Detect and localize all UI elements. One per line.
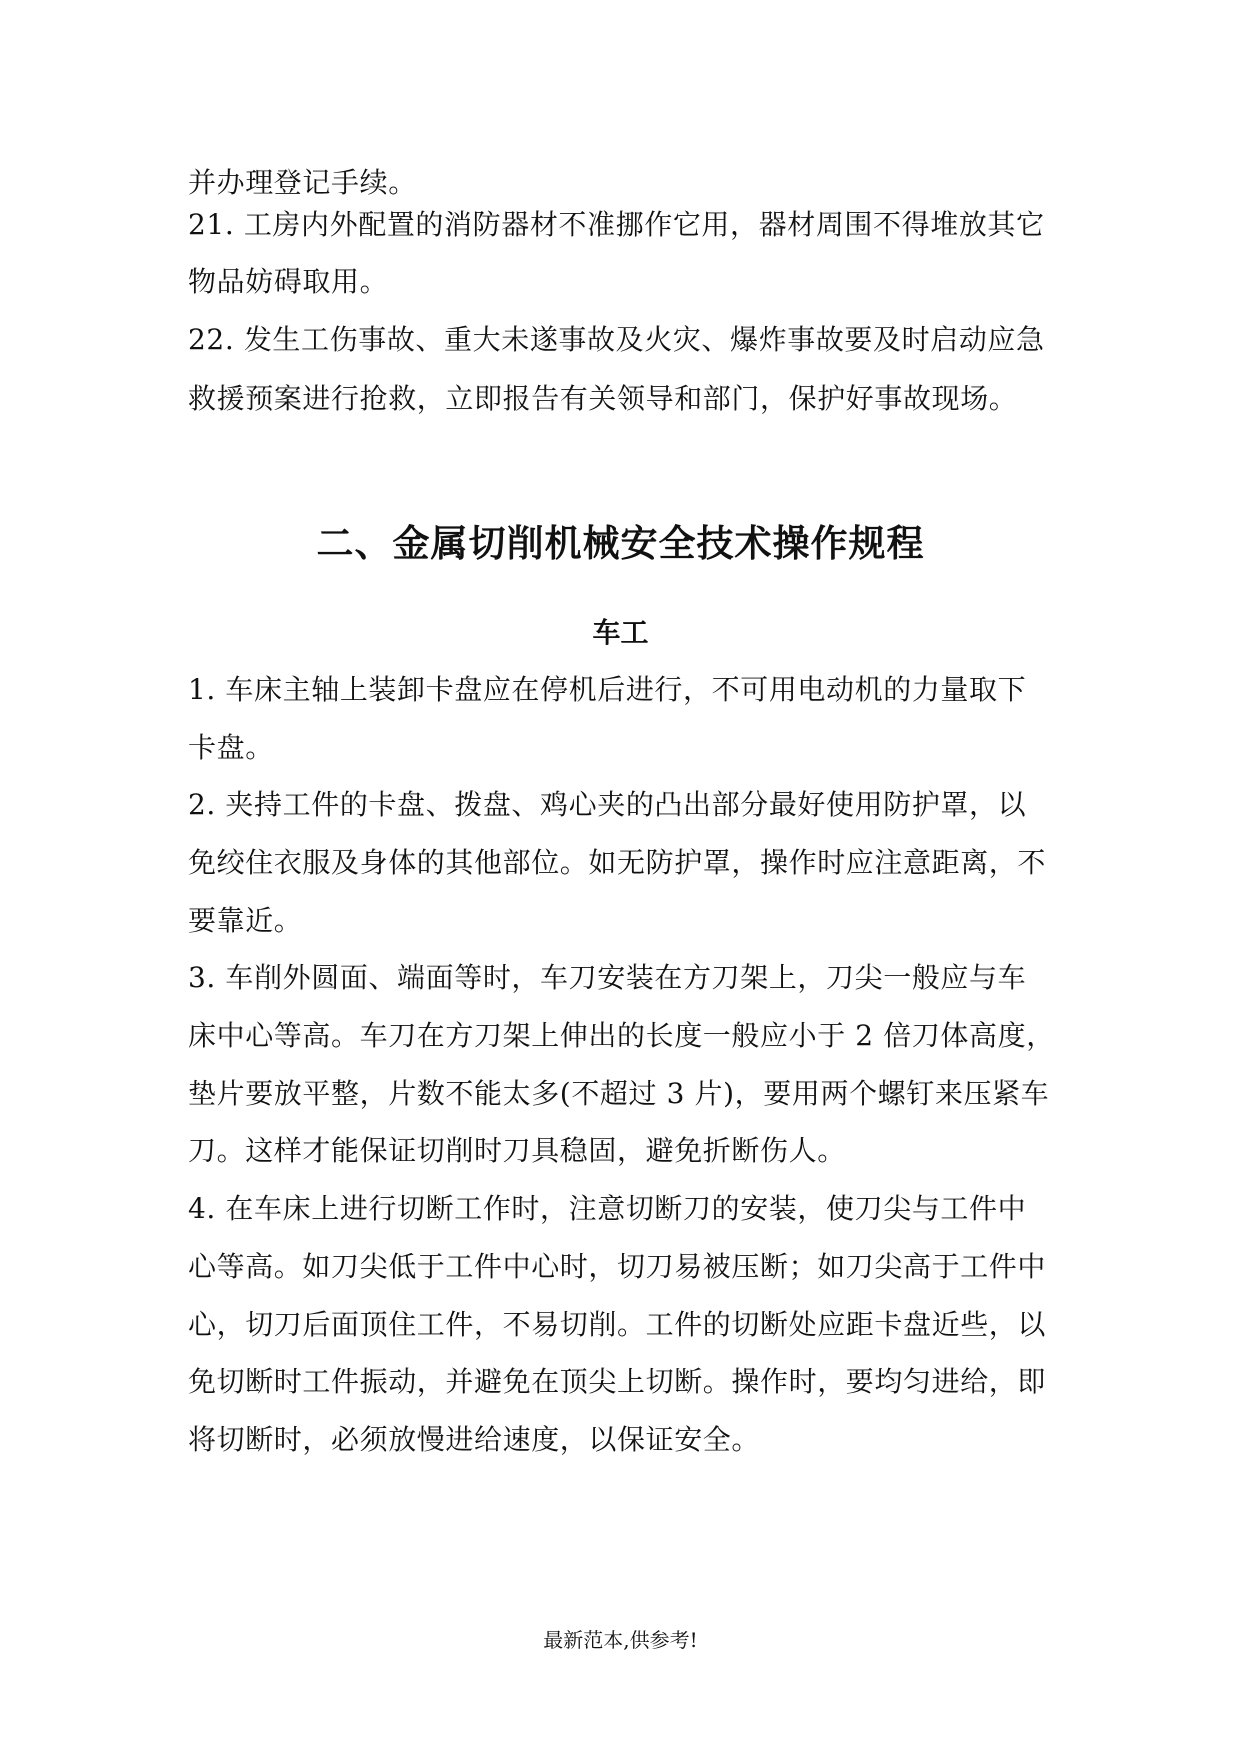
text-line: 心，切刀后面顶住工件，不易切削。工件的切断处应距卡盘近些，以 bbox=[188, 1308, 1047, 1341]
page-footer: 最新范本,供参考! bbox=[543, 1628, 698, 1652]
text-line: 1. 车床主轴上装卸卡盘应在停机后进行，不可用电动机的力量取下 bbox=[188, 673, 1027, 706]
text-line: 免切断时工件振动，并避免在顶尖上切断。操作时，要均匀进给，即 bbox=[188, 1365, 1047, 1398]
text-line: 刀。这样才能保证切削时刀具稳固，避免折断伤人。 bbox=[188, 1134, 846, 1167]
text-line: 物品妨碍取用。 bbox=[188, 265, 389, 298]
text-line: 4. 在车床上进行切断工作时，注意切断刀的安装，使刀尖与工件中 bbox=[188, 1192, 1027, 1225]
text-line: 3. 车削外圆面、端面等时，车刀安装在方刀架上，刀尖一般应与车 bbox=[188, 961, 1027, 994]
section-title: 二、金属切削机械安全技术操作规程 bbox=[316, 522, 925, 565]
text-line: 并办理登记手续。 bbox=[188, 166, 417, 199]
text-line: 床中心等高。车刀在方刀架上伸出的长度一般应小于 2 倍刀体高度， bbox=[188, 1019, 1055, 1052]
text-line: 心等高。如刀尖低于工件中心时，切刀易被压断；如刀尖高于工件中 bbox=[188, 1250, 1047, 1283]
text-line: 将切断时，必须放慢进给速度，以保证安全。 bbox=[188, 1423, 761, 1456]
text-line: 要靠近。 bbox=[188, 904, 303, 937]
text-line: 2. 夹持工件的卡盘、拨盘、鸡心夹的凸出部分最好使用防护罩，以 bbox=[188, 788, 1027, 821]
text-line: 卡盘。 bbox=[188, 731, 274, 764]
text-line: 21. 工房内外配置的消防器材不准挪作它用，器材周围不得堆放其它 bbox=[188, 208, 1045, 241]
text-line: 免绞住衣服及身体的其他部位。如无防护罩，操作时应注意距离，不 bbox=[188, 846, 1047, 879]
text-line: 垫片要放平整，片数不能太多(不超过 3 片)，要用两个螺钉来压紧车 bbox=[188, 1077, 1050, 1110]
text-line: 22. 发生工伤事故、重大未遂事故及火灾、爆炸事故要及时启动应急 bbox=[188, 323, 1045, 356]
subsection-title: 车工 bbox=[592, 616, 649, 649]
text-line: 救援预案进行抢救，立即报告有关领导和部门，保护好事故现场。 bbox=[188, 382, 1018, 415]
